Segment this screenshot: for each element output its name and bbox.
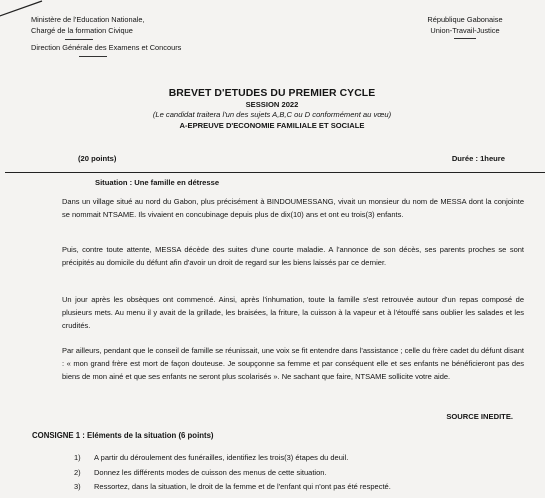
- situation-paragraph: Dans un village situé au nord du Gabon, plus précisément à BINDOUMESSANG, vivait un monsieur du nom de MESSA dont la conjointe se nommait NTSAME. Ils vivaient en concubinage depuis plus de dix(10) ans et ont eu trois(3) enfants.: [62, 197, 524, 219]
- item-text: Donnez les différents modes de cuisson des menus de cette situation.: [94, 467, 327, 477]
- consigne-list: [74, 451, 514, 495]
- situation-heading: Situation : Une famille en détresse: [95, 178, 220, 187]
- exam-session: SESSION 2022: [245, 100, 299, 109]
- item-text: A partir du déroulement des funérailles, identifiez les trois(3) étapes du deuil.: [94, 453, 349, 462]
- header-dash: [454, 38, 476, 39]
- situation-paragraph: Par ailleurs, pendant que le conseil de famille se réunissait, une voix se fit entendre dans l'assistance ; celle du frère cadet du défunt disant : « mon grand frère est mort de façon douteuse. Je soupçonne sa femme et par conséquent elle et ses enfants ne bénéficieront pas des biens de mon ainé et que ses enfants ne seront plus scolarisés ». Ne sachant que faire, NTSAME sollicite votre aide.: [62, 346, 524, 381]
- header-dash: [79, 56, 107, 57]
- direction-name: Direction Générale des Examens et Concours: [31, 43, 182, 52]
- list-item: [74, 480, 514, 495]
- item-number: 3): [74, 482, 81, 491]
- separator-line: [5, 172, 545, 173]
- republic-header: [405, 14, 525, 39]
- exam-points: (20 points): [78, 154, 117, 163]
- exam-epreuve: A-EPREUVE D'ECONOMIE FAMILIALE ET SOCIALE: [179, 121, 365, 130]
- exam-title-block: [80, 88, 464, 131]
- item-number: 1): [74, 453, 81, 462]
- situation-paragraph: Un jour après les obsèques ont commencé. Ainsi, après l'inhumation, toute la famille s'est retrouvée autour d'un repas composé de plusieurs mets. Au menu il y avait de la grillade, les braisées, la friture, la cuisson à la vapeur et à l'étouffé sans oublier les salades et les crudités.: [62, 295, 524, 330]
- header-dash: [65, 39, 93, 40]
- republic-name: République Gabonaise: [427, 15, 503, 24]
- civic-line: Chargé de la formation Civique: [31, 26, 133, 35]
- ministry-header: [31, 14, 181, 57]
- item-number: 2): [74, 467, 81, 477]
- republic-motto: Union-Travail-Justice: [430, 26, 500, 35]
- item-text: Ressortez, dans la situation, le droit de la femme et de l'enfant qui n'ont pas été respecté.: [94, 482, 391, 491]
- ministry-name: Ministère de l'Education Nationale,: [31, 15, 145, 24]
- exam-note: (Le candidat traitera l'un des sujets A,B,C ou D conformément au vœu): [152, 110, 392, 119]
- exam-title: BREVET D'ETUDES DU PREMIER CYCLE: [168, 88, 376, 99]
- situation-paragraph: Puis, contre toute attente, MESSA décède des suites d'une courte maladie. A l'annonce de son décès, ses parents proches se sont précipités au domicile du défunt afin d'avoir un droit de regard sur les biens laissés par ce dernier.: [62, 245, 524, 267]
- list-item: [74, 451, 514, 466]
- list-item: [74, 466, 514, 481]
- exam-duration: Durée : 1heure: [451, 154, 505, 163]
- consigne-heading: CONSIGNE 1 : Eléments de la situation (6 points): [32, 431, 214, 440]
- source-label: SOURCE INEDITE.: [446, 412, 513, 421]
